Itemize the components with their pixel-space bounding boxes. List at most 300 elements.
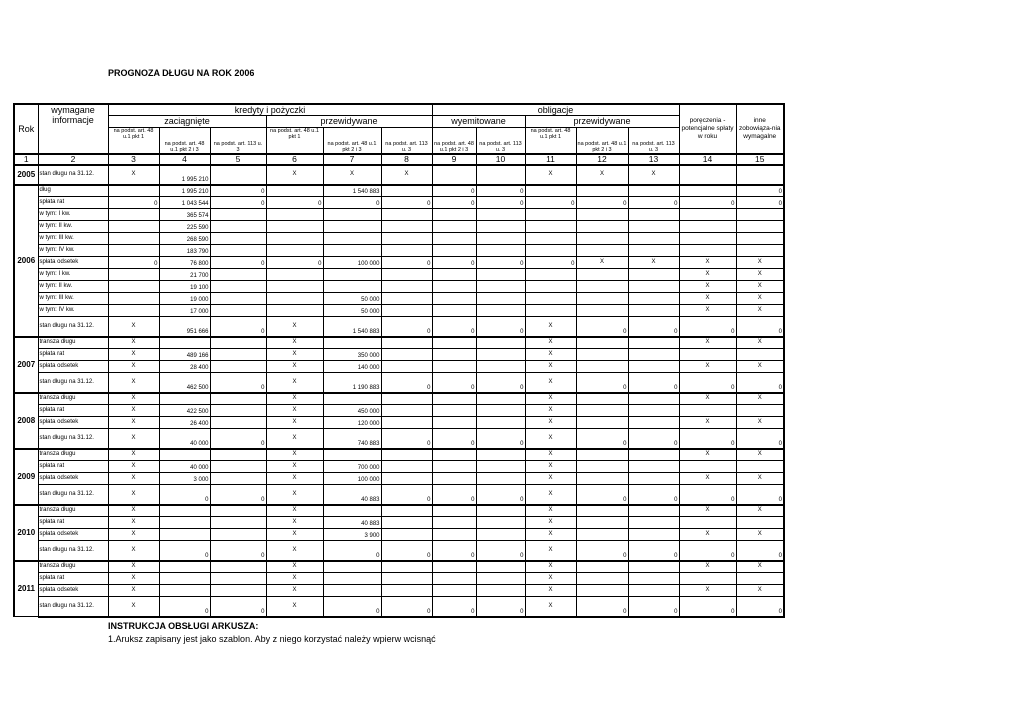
- data-cell[interactable]: [266, 209, 323, 221]
- row-label[interactable]: stan długu na 31.12.: [38, 541, 108, 561]
- data-cell[interactable]: X: [525, 517, 576, 529]
- data-cell[interactable]: [476, 461, 525, 473]
- data-cell[interactable]: X: [736, 269, 784, 281]
- data-cell[interactable]: [323, 281, 381, 293]
- data-cell[interactable]: X: [736, 585, 784, 597]
- data-cell[interactable]: [381, 405, 432, 417]
- data-cell[interactable]: [576, 209, 628, 221]
- data-cell[interactable]: [159, 561, 210, 573]
- data-cell[interactable]: [476, 405, 525, 417]
- data-cell[interactable]: [576, 561, 628, 573]
- row-label[interactable]: w tym: III kw.: [38, 233, 108, 245]
- row-label[interactable]: transza długu: [38, 505, 108, 517]
- data-cell[interactable]: 0: [628, 485, 679, 505]
- data-cell[interactable]: [210, 461, 266, 473]
- data-cell[interactable]: X: [108, 429, 159, 449]
- data-cell[interactable]: [628, 349, 679, 361]
- data-cell[interactable]: 0: [628, 197, 679, 209]
- data-cell[interactable]: X: [108, 505, 159, 517]
- data-cell[interactable]: X: [736, 293, 784, 305]
- row-label[interactable]: stan długu na 31.12.: [38, 429, 108, 449]
- data-cell[interactable]: [381, 233, 432, 245]
- data-cell[interactable]: [432, 361, 476, 373]
- data-cell[interactable]: X: [736, 305, 784, 317]
- data-cell[interactable]: X: [736, 449, 784, 461]
- data-cell[interactable]: X: [266, 361, 323, 373]
- data-cell[interactable]: [432, 585, 476, 597]
- data-cell[interactable]: [476, 505, 525, 517]
- data-cell[interactable]: [323, 449, 381, 461]
- data-cell[interactable]: [381, 269, 432, 281]
- data-cell[interactable]: X: [679, 529, 736, 541]
- data-cell[interactable]: [576, 293, 628, 305]
- data-cell[interactable]: X: [525, 505, 576, 517]
- data-cell[interactable]: X: [679, 417, 736, 429]
- data-cell[interactable]: [381, 517, 432, 529]
- data-cell[interactable]: [525, 305, 576, 317]
- data-cell[interactable]: [159, 449, 210, 461]
- data-cell[interactable]: [576, 461, 628, 473]
- row-label[interactable]: w tym: I kw.: [38, 209, 108, 221]
- data-cell[interactable]: 0: [679, 485, 736, 505]
- data-cell[interactable]: [679, 209, 736, 221]
- data-cell[interactable]: 0: [679, 597, 736, 617]
- data-cell[interactable]: X: [679, 269, 736, 281]
- data-cell[interactable]: [210, 529, 266, 541]
- data-cell[interactable]: X: [736, 361, 784, 373]
- data-cell[interactable]: 0: [210, 373, 266, 393]
- data-cell[interactable]: X: [525, 573, 576, 585]
- data-cell[interactable]: 700 000: [323, 461, 381, 473]
- data-cell[interactable]: X: [628, 257, 679, 269]
- data-cell[interactable]: [679, 185, 736, 197]
- data-cell[interactable]: [679, 221, 736, 233]
- data-cell[interactable]: [736, 517, 784, 529]
- data-cell[interactable]: 0: [108, 197, 159, 209]
- data-cell[interactable]: X: [525, 529, 576, 541]
- data-cell[interactable]: [576, 505, 628, 517]
- data-cell[interactable]: X: [108, 361, 159, 373]
- row-label[interactable]: transza długu: [38, 561, 108, 573]
- row-label[interactable]: transza długu: [38, 449, 108, 461]
- data-cell[interactable]: X: [108, 317, 159, 337]
- data-cell[interactable]: 0: [679, 541, 736, 561]
- data-cell[interactable]: 183 790: [159, 245, 210, 257]
- data-cell[interactable]: [476, 293, 525, 305]
- data-cell[interactable]: [432, 349, 476, 361]
- data-cell[interactable]: [525, 281, 576, 293]
- data-cell[interactable]: X: [525, 461, 576, 473]
- row-label[interactable]: stan długu na 31.12.: [38, 317, 108, 337]
- data-cell[interactable]: X: [679, 473, 736, 485]
- data-cell[interactable]: [432, 573, 476, 585]
- data-cell[interactable]: X: [266, 585, 323, 597]
- data-cell[interactable]: [432, 281, 476, 293]
- data-cell[interactable]: X: [108, 165, 159, 185]
- data-cell[interactable]: 0: [628, 541, 679, 561]
- data-cell[interactable]: X: [266, 573, 323, 585]
- data-cell[interactable]: X: [679, 337, 736, 349]
- data-cell[interactable]: 120 000: [323, 417, 381, 429]
- data-cell[interactable]: [525, 221, 576, 233]
- data-cell[interactable]: X: [266, 393, 323, 405]
- data-cell[interactable]: [432, 393, 476, 405]
- data-cell[interactable]: X: [266, 405, 323, 417]
- data-cell[interactable]: [628, 281, 679, 293]
- data-cell[interactable]: X: [525, 449, 576, 461]
- row-label[interactable]: transza długu: [38, 337, 108, 349]
- data-cell[interactable]: [210, 573, 266, 585]
- data-cell[interactable]: [381, 573, 432, 585]
- data-cell[interactable]: [266, 269, 323, 281]
- data-cell[interactable]: 0: [210, 429, 266, 449]
- data-cell[interactable]: 0: [476, 185, 525, 197]
- data-cell[interactable]: X: [266, 429, 323, 449]
- row-label[interactable]: spłata rat: [38, 517, 108, 529]
- data-cell[interactable]: 0: [736, 429, 784, 449]
- data-cell[interactable]: X: [525, 541, 576, 561]
- data-cell[interactable]: 0: [736, 317, 784, 337]
- data-cell[interactable]: 0: [432, 185, 476, 197]
- data-cell[interactable]: [381, 529, 432, 541]
- row-label[interactable]: spłata odsetek: [38, 473, 108, 485]
- data-cell[interactable]: [476, 449, 525, 461]
- data-cell[interactable]: [108, 281, 159, 293]
- data-cell[interactable]: [210, 337, 266, 349]
- data-cell[interactable]: [736, 221, 784, 233]
- data-cell[interactable]: X: [679, 585, 736, 597]
- data-cell[interactable]: 0: [576, 541, 628, 561]
- row-label[interactable]: w tym: II kw.: [38, 221, 108, 233]
- data-cell[interactable]: [210, 293, 266, 305]
- data-cell[interactable]: [266, 185, 323, 197]
- data-cell[interactable]: [159, 505, 210, 517]
- data-cell[interactable]: 40 000: [159, 429, 210, 449]
- data-cell[interactable]: 0: [432, 429, 476, 449]
- data-cell[interactable]: [576, 349, 628, 361]
- data-cell[interactable]: X: [266, 461, 323, 473]
- data-cell[interactable]: [266, 305, 323, 317]
- data-cell[interactable]: X: [679, 505, 736, 517]
- data-cell[interactable]: [628, 405, 679, 417]
- data-cell[interactable]: [210, 585, 266, 597]
- row-label[interactable]: spłata odsetek: [38, 529, 108, 541]
- data-cell[interactable]: [323, 233, 381, 245]
- data-cell[interactable]: 140 000: [323, 361, 381, 373]
- data-cell[interactable]: [210, 417, 266, 429]
- data-cell[interactable]: 0: [266, 197, 323, 209]
- data-cell[interactable]: X: [108, 573, 159, 585]
- data-cell[interactable]: X: [266, 541, 323, 561]
- data-cell[interactable]: 0: [381, 317, 432, 337]
- data-cell[interactable]: 0: [432, 373, 476, 393]
- data-cell[interactable]: 0: [628, 597, 679, 617]
- data-cell[interactable]: X: [266, 597, 323, 617]
- data-cell[interactable]: [628, 529, 679, 541]
- data-cell[interactable]: [108, 305, 159, 317]
- data-cell[interactable]: 3 900: [323, 529, 381, 541]
- data-cell[interactable]: X: [266, 561, 323, 573]
- data-cell[interactable]: [628, 337, 679, 349]
- data-cell[interactable]: X: [266, 417, 323, 429]
- data-cell[interactable]: [108, 209, 159, 221]
- data-cell[interactable]: 462 500: [159, 373, 210, 393]
- data-cell[interactable]: 489 166: [159, 349, 210, 361]
- data-cell[interactable]: 19 100: [159, 281, 210, 293]
- row-label[interactable]: spłata rat: [38, 197, 108, 209]
- data-cell[interactable]: 0: [576, 373, 628, 393]
- data-cell[interactable]: X: [108, 597, 159, 617]
- data-cell[interactable]: 0: [432, 541, 476, 561]
- data-cell[interactable]: [476, 165, 525, 185]
- data-cell[interactable]: [432, 293, 476, 305]
- row-label[interactable]: stan długu na 31.12.: [38, 165, 108, 185]
- data-cell[interactable]: X: [736, 561, 784, 573]
- data-cell[interactable]: 0: [108, 257, 159, 269]
- data-cell[interactable]: [323, 269, 381, 281]
- data-cell[interactable]: [210, 561, 266, 573]
- row-label[interactable]: spłata rat: [38, 349, 108, 361]
- data-cell[interactable]: 0: [432, 197, 476, 209]
- data-cell[interactable]: [525, 185, 576, 197]
- data-cell[interactable]: [323, 505, 381, 517]
- data-cell[interactable]: [476, 529, 525, 541]
- data-cell[interactable]: X: [525, 165, 576, 185]
- data-cell[interactable]: [323, 585, 381, 597]
- data-cell[interactable]: [736, 233, 784, 245]
- row-label[interactable]: dług: [38, 185, 108, 197]
- data-cell[interactable]: 19 000: [159, 293, 210, 305]
- data-cell[interactable]: X: [525, 405, 576, 417]
- data-cell[interactable]: 0: [159, 485, 210, 505]
- data-cell[interactable]: [736, 209, 784, 221]
- data-cell[interactable]: [525, 293, 576, 305]
- data-cell[interactable]: [381, 461, 432, 473]
- data-cell[interactable]: [432, 561, 476, 573]
- data-cell[interactable]: [576, 185, 628, 197]
- data-cell[interactable]: [266, 293, 323, 305]
- data-cell[interactable]: [381, 505, 432, 517]
- data-cell[interactable]: [108, 245, 159, 257]
- data-cell[interactable]: [381, 473, 432, 485]
- data-cell[interactable]: 0: [476, 373, 525, 393]
- data-cell[interactable]: [525, 233, 576, 245]
- data-cell[interactable]: [432, 529, 476, 541]
- data-cell[interactable]: [628, 245, 679, 257]
- data-cell[interactable]: [576, 221, 628, 233]
- data-cell[interactable]: 0: [432, 317, 476, 337]
- data-cell[interactable]: 0: [476, 257, 525, 269]
- data-cell[interactable]: X: [679, 393, 736, 405]
- data-cell[interactable]: X: [381, 165, 432, 185]
- data-cell[interactable]: [576, 269, 628, 281]
- data-cell[interactable]: 0: [381, 429, 432, 449]
- data-cell[interactable]: [679, 405, 736, 417]
- data-cell[interactable]: 0: [323, 541, 381, 561]
- row-label[interactable]: transza długu: [38, 393, 108, 405]
- data-cell[interactable]: [432, 165, 476, 185]
- data-cell[interactable]: [628, 393, 679, 405]
- data-cell[interactable]: [476, 417, 525, 429]
- data-cell[interactable]: 0: [736, 597, 784, 617]
- data-cell[interactable]: X: [525, 597, 576, 617]
- data-cell[interactable]: [159, 573, 210, 585]
- data-cell[interactable]: X: [266, 473, 323, 485]
- data-cell[interactable]: [432, 209, 476, 221]
- data-cell[interactable]: X: [679, 561, 736, 573]
- data-cell[interactable]: 0: [679, 317, 736, 337]
- data-cell[interactable]: [576, 449, 628, 461]
- data-cell[interactable]: 225 590: [159, 221, 210, 233]
- data-cell[interactable]: [108, 233, 159, 245]
- data-cell[interactable]: [679, 165, 736, 185]
- data-cell[interactable]: [628, 305, 679, 317]
- data-cell[interactable]: X: [266, 349, 323, 361]
- data-cell[interactable]: X: [266, 373, 323, 393]
- data-cell[interactable]: [381, 209, 432, 221]
- data-cell[interactable]: [381, 221, 432, 233]
- data-cell[interactable]: X: [108, 517, 159, 529]
- data-cell[interactable]: [210, 233, 266, 245]
- data-cell[interactable]: [210, 517, 266, 529]
- data-cell[interactable]: [266, 281, 323, 293]
- row-label[interactable]: stan długu na 31.12.: [38, 597, 108, 617]
- data-cell[interactable]: [576, 517, 628, 529]
- data-cell[interactable]: X: [266, 529, 323, 541]
- data-cell[interactable]: 0: [476, 597, 525, 617]
- data-cell[interactable]: X: [525, 349, 576, 361]
- data-cell[interactable]: 0: [576, 429, 628, 449]
- data-cell[interactable]: 422 500: [159, 405, 210, 417]
- data-cell[interactable]: [525, 209, 576, 221]
- data-cell[interactable]: 0: [679, 373, 736, 393]
- data-cell[interactable]: [576, 473, 628, 485]
- data-cell[interactable]: [628, 233, 679, 245]
- data-cell[interactable]: [736, 349, 784, 361]
- data-cell[interactable]: [323, 337, 381, 349]
- data-cell[interactable]: [108, 221, 159, 233]
- data-cell[interactable]: 50 000: [323, 305, 381, 317]
- row-label[interactable]: spłata odsetek: [38, 257, 108, 269]
- data-cell[interactable]: [159, 529, 210, 541]
- data-cell[interactable]: 1 995 210: [159, 185, 210, 197]
- data-cell[interactable]: 0: [210, 317, 266, 337]
- data-cell[interactable]: 0: [576, 317, 628, 337]
- data-cell[interactable]: 0: [381, 485, 432, 505]
- data-cell[interactable]: [323, 573, 381, 585]
- data-cell[interactable]: [210, 405, 266, 417]
- data-cell[interactable]: 0: [381, 597, 432, 617]
- data-cell[interactable]: [432, 245, 476, 257]
- data-cell[interactable]: [266, 245, 323, 257]
- data-cell[interactable]: 0: [210, 257, 266, 269]
- data-cell[interactable]: [323, 209, 381, 221]
- row-label[interactable]: spłata rat: [38, 573, 108, 585]
- data-cell[interactable]: 0: [476, 485, 525, 505]
- data-cell[interactable]: [628, 269, 679, 281]
- data-cell[interactable]: [576, 245, 628, 257]
- data-cell[interactable]: [576, 573, 628, 585]
- data-cell[interactable]: X: [679, 257, 736, 269]
- data-cell[interactable]: [210, 281, 266, 293]
- data-cell[interactable]: 1 540 883: [323, 185, 381, 197]
- data-cell[interactable]: 0: [381, 541, 432, 561]
- data-cell[interactable]: 26 400: [159, 417, 210, 429]
- data-cell[interactable]: [736, 405, 784, 417]
- data-cell[interactable]: X: [108, 529, 159, 541]
- data-cell[interactable]: X: [576, 165, 628, 185]
- data-cell[interactable]: [679, 245, 736, 257]
- data-cell[interactable]: 76 800: [159, 257, 210, 269]
- data-cell[interactable]: X: [525, 361, 576, 373]
- data-cell[interactable]: X: [679, 305, 736, 317]
- data-cell[interactable]: 0: [576, 197, 628, 209]
- data-cell[interactable]: 0: [736, 185, 784, 197]
- data-cell[interactable]: [108, 185, 159, 197]
- data-cell[interactable]: [628, 585, 679, 597]
- data-cell[interactable]: 0: [576, 485, 628, 505]
- data-cell[interactable]: [628, 449, 679, 461]
- data-cell[interactable]: [736, 245, 784, 257]
- data-cell[interactable]: X: [266, 317, 323, 337]
- row-label[interactable]: spłata odsetek: [38, 361, 108, 373]
- data-cell[interactable]: [210, 473, 266, 485]
- data-cell[interactable]: X: [736, 281, 784, 293]
- data-cell[interactable]: 0: [381, 197, 432, 209]
- data-cell[interactable]: X: [108, 349, 159, 361]
- data-cell[interactable]: [476, 585, 525, 597]
- data-cell[interactable]: X: [679, 449, 736, 461]
- data-cell[interactable]: X: [525, 585, 576, 597]
- data-cell[interactable]: [476, 269, 525, 281]
- data-cell[interactable]: 0: [736, 373, 784, 393]
- data-cell[interactable]: 0: [210, 541, 266, 561]
- data-cell[interactable]: [476, 573, 525, 585]
- data-cell[interactable]: [679, 233, 736, 245]
- row-label[interactable]: w tym: I kw.: [38, 269, 108, 281]
- data-cell[interactable]: 0: [476, 541, 525, 561]
- data-cell[interactable]: [432, 473, 476, 485]
- data-cell[interactable]: [432, 417, 476, 429]
- data-cell[interactable]: 0: [476, 429, 525, 449]
- data-cell[interactable]: [108, 293, 159, 305]
- data-cell[interactable]: X: [108, 461, 159, 473]
- data-cell[interactable]: 40 883: [323, 485, 381, 505]
- data-cell[interactable]: X: [736, 505, 784, 517]
- data-cell[interactable]: X: [108, 449, 159, 461]
- data-cell[interactable]: [476, 337, 525, 349]
- data-cell[interactable]: [432, 449, 476, 461]
- data-cell[interactable]: [736, 573, 784, 585]
- row-label[interactable]: spłata odsetek: [38, 585, 108, 597]
- data-cell[interactable]: [679, 349, 736, 361]
- data-cell[interactable]: [679, 461, 736, 473]
- data-cell[interactable]: [381, 449, 432, 461]
- data-cell[interactable]: [476, 221, 525, 233]
- data-cell[interactable]: 0: [210, 185, 266, 197]
- data-cell[interactable]: [736, 165, 784, 185]
- data-cell[interactable]: [323, 245, 381, 257]
- data-cell[interactable]: 0: [525, 197, 576, 209]
- data-cell[interactable]: X: [108, 485, 159, 505]
- data-cell[interactable]: X: [525, 373, 576, 393]
- data-cell[interactable]: 0: [628, 373, 679, 393]
- data-cell[interactable]: 21 700: [159, 269, 210, 281]
- data-cell[interactable]: X: [525, 417, 576, 429]
- data-cell[interactable]: [525, 269, 576, 281]
- data-cell[interactable]: 0: [525, 257, 576, 269]
- data-cell[interactable]: [210, 449, 266, 461]
